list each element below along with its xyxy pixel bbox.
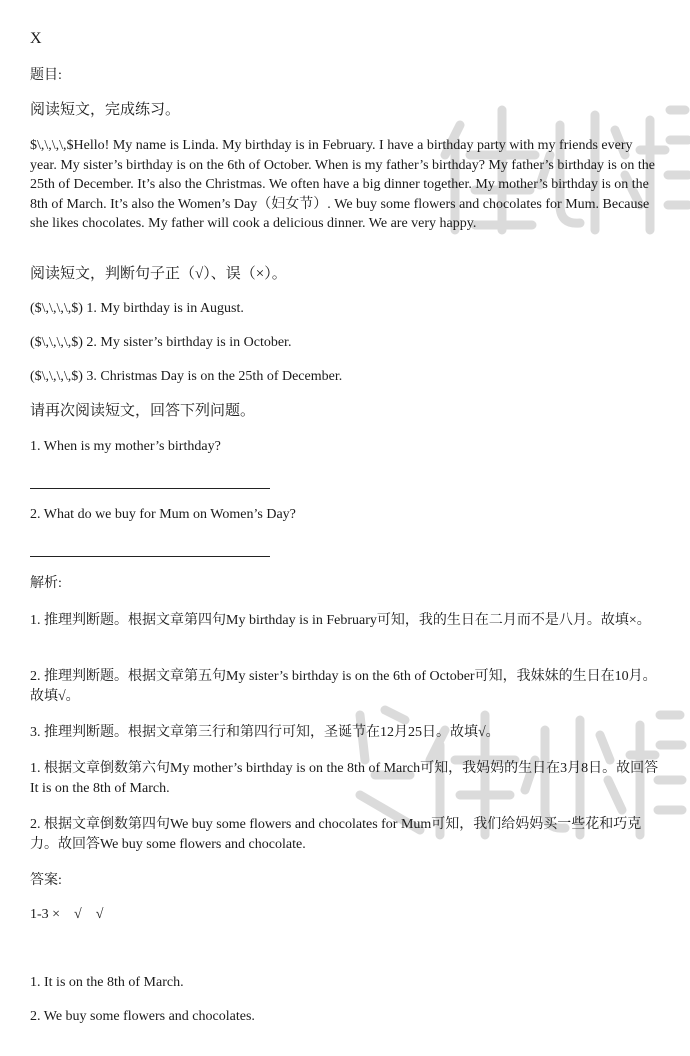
analysis-item-4: 1. 根据文章倒数第六句My mother’s birthday is on the 8th of March可知，我妈妈的生日在3月8日。故回答It is on the 8th of March. [30, 761, 659, 796]
analysis-item-1: 1. 推理判断题。根据文章第四句My birthday is in February可知，我的生日在二月而不是八月。故填×。 [30, 613, 651, 628]
analysis-item-2: 2. 推理判断题。根据文章第五句My sister’s birthday is on the 6th of October可知，我妹妹的生日在10月。故填√。 [30, 669, 657, 704]
question-1: 1. When is my mother’s birthday? [30, 439, 221, 454]
analysis-heading: 解析: [30, 576, 62, 591]
question-heading: 题目: [30, 68, 62, 83]
part2-instruction: 请再次阅读短文，回答下列问题。 [30, 403, 256, 419]
part1-instruction: 阅读短文，判断句子正（√）、误（×）。 [30, 266, 287, 282]
answer-blank-1[interactable] [30, 488, 270, 489]
judge-item-1: ($\,\,\,\,$) 1. My birthday is in August. [30, 301, 244, 316]
reading-passage: $\,\,\,\,$Hello! My name is Linda. My birthday is in February. I have a birthday party with my friends every year. My sister’s birthday is on the 6th of October. When is my father’s birthday? My father’s birthday is on the 25th of December. It’s also the Christmas. We often have a big dinner together. My mother’s birthday is on the 8th of March. It’s also the Women’s Day（妇女节）. We buy some flowers and chocolates for Mum. Because she likes chocolates. My father will cook a delicious dinner. We are very happy. [30, 138, 655, 231]
question-2: 2. What do we buy for Mum on Women’s Day? [30, 507, 296, 522]
answer-part1: 1-3 × √ √ [30, 907, 104, 922]
answer-blank-2[interactable] [30, 556, 270, 557]
answer-part2-1: 1. It is on the 8th of March. [30, 975, 184, 990]
judge-item-2: ($\,\,\,\,$) 2. My sister’s birthday is in October. [30, 335, 292, 350]
close-button[interactable]: X [30, 30, 42, 47]
analysis-item-5: 2. 根据文章倒数第四句We buy some flowers and chocolates for Mum可知，我们给妈妈买一些花和巧克力。故回答We buy some flowers and chocolate. [30, 817, 642, 852]
answer-part2-2: 2. We buy some flowers and chocolates. [30, 1009, 255, 1024]
judge-item-3: ($\,\,\,\,$) 3. Christmas Day is on the 25th of December. [30, 369, 343, 384]
instruction: 阅读短文，完成练习。 [30, 102, 181, 118]
analysis-item-3: 3. 推理判断题。根据文章第三行和第四行可知，圣诞节在12月25日。故填√。 [30, 725, 500, 740]
answer-heading: 答案: [30, 873, 62, 888]
